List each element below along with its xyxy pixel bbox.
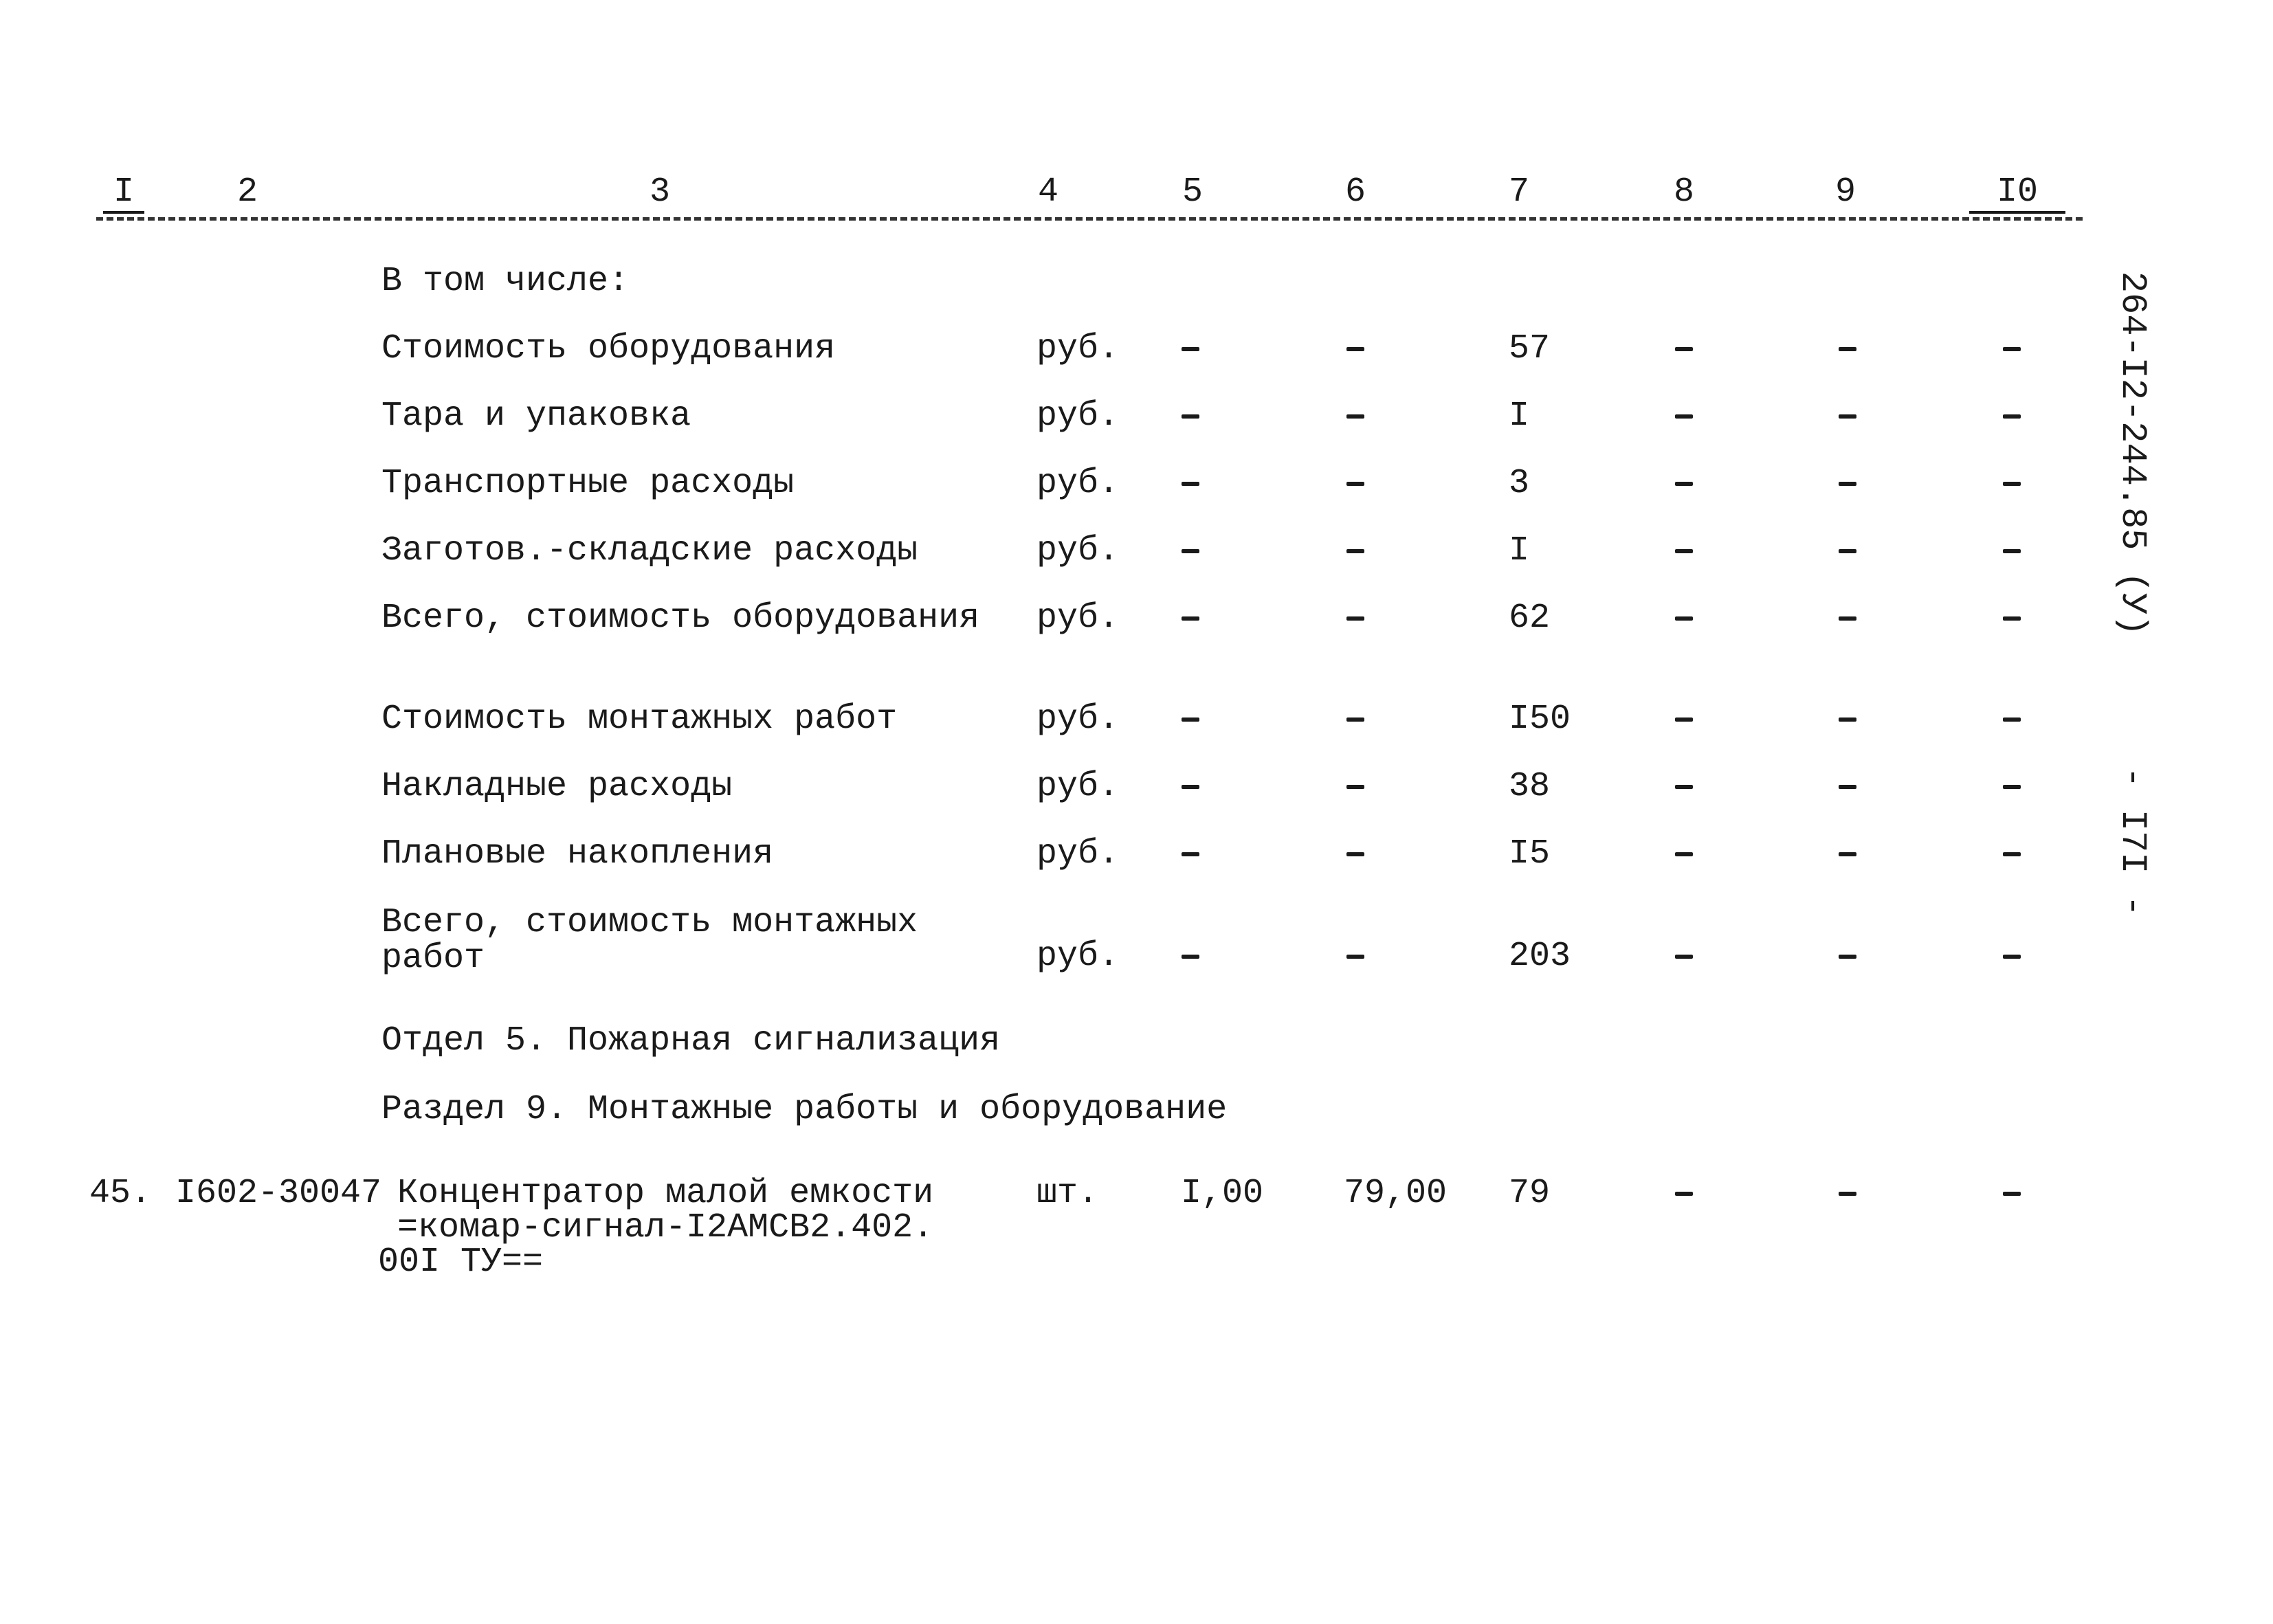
item-name-continued: 00I ТУ== [378,1243,544,1282]
empty-dash [2003,718,2021,722]
empty-dash [2003,482,2021,486]
empty-dash [1182,718,1199,722]
row-unit: руб. [1036,397,1120,436]
item-number: 45. [89,1174,152,1213]
column-number: 3 [649,173,670,212]
empty-dash [1839,616,1856,621]
empty-dash [1675,549,1693,553]
empty-dash [1675,347,1693,351]
subtotal-heading: В том числе: [381,262,630,301]
empty-dash [2003,852,2021,856]
row-name: Всего, стоимость оборудования [381,599,980,638]
row-unit: руб. [1036,464,1120,503]
empty-dash [2003,785,2021,789]
column-number: I0 [1969,175,2065,214]
empty-dash [1346,785,1364,789]
item-total: 79 [1509,1174,1551,1213]
empty-dash [1346,549,1364,553]
empty-dash [1839,347,1856,351]
row-value: 38 [1509,767,1551,806]
empty-dash [1182,482,1199,486]
empty-dash [1182,616,1199,621]
empty-dash [1839,852,1856,856]
row-name: Накладные расходы [381,767,733,806]
column-number: 8 [1673,173,1694,212]
empty-dash [1346,347,1364,351]
row-name: Стоимость оборудования [381,329,836,368]
document-code: 264-I2-244.85 (У) [2112,271,2153,636]
empty-dash [1346,955,1364,959]
item-unit: шт. [1036,1174,1099,1213]
row-unit: руб. [1036,834,1120,874]
row-name: Плановые накопления [381,834,774,874]
empty-dash [1675,852,1693,856]
row-value: 57 [1509,329,1551,368]
header-rule [96,217,2083,221]
row-name: Транспортные расходы [381,464,795,503]
column-number: 5 [1182,173,1203,212]
item-unit-price: 79,00 [1344,1174,1448,1213]
side-margin [2078,186,2186,917]
row-value: 203 [1509,937,1571,976]
row-unit: руб. [1036,700,1120,739]
department-heading: Отдел 5. Пожарная сигнализация [381,1021,1001,1060]
row-value: I [1509,397,1530,436]
row-name-continued: работ [381,939,485,978]
page-number: - I7I - [2112,766,2153,917]
column-number: 6 [1344,173,1366,212]
row-value: 62 [1509,599,1551,638]
empty-dash [1346,414,1364,419]
row-unit: руб. [1036,531,1120,570]
column-number: 7 [1508,173,1529,212]
empty-dash [2003,347,2021,351]
row-name: Заготов.-складские расходы [381,531,918,570]
empty-dash [1839,482,1856,486]
empty-dash [1675,482,1693,486]
empty-dash [2003,549,2021,553]
row-value: I5 [1509,834,1551,874]
empty-dash [2003,616,2021,621]
empty-dash [1182,955,1199,959]
row-value: I [1509,531,1530,570]
empty-dash [1839,549,1856,553]
empty-dash [1346,482,1364,486]
item-quantity: I,00 [1181,1174,1264,1213]
empty-dash [1182,852,1199,856]
empty-dash [1675,785,1693,789]
column-number: 9 [1834,173,1856,212]
empty-dash [1675,955,1693,959]
column-number: 4 [1037,173,1058,212]
row-unit: руб. [1036,329,1120,368]
empty-dash [1346,718,1364,722]
empty-dash [2003,414,2021,419]
empty-dash [1346,616,1364,621]
empty-dash [1675,414,1693,419]
row-value: I50 [1509,700,1571,739]
empty-dash [1346,852,1364,856]
empty-dash [1839,414,1856,419]
empty-dash [2003,955,2021,959]
empty-dash [1675,616,1693,621]
empty-dash [1182,785,1199,789]
empty-dash [1839,1192,1856,1196]
item-name: Концентратор малой емкости [397,1174,934,1213]
row-name: Всего, стоимость монтажных [381,903,918,942]
row-unit: руб. [1036,767,1120,806]
empty-dash [1675,1192,1693,1196]
empty-dash [1839,718,1856,722]
empty-dash [2003,1192,2021,1196]
row-value: 3 [1509,464,1530,503]
row-name: Стоимость монтажных работ [381,700,898,739]
empty-dash [1675,718,1693,722]
section-heading: Раздел 9. Монтажные работы и оборудование [381,1090,1228,1129]
empty-dash [1839,785,1856,789]
column-number: 2 [236,173,258,212]
item-code: I602-30047 [175,1174,382,1213]
empty-dash [1182,414,1199,419]
column-number: I [103,175,144,214]
row-name: Тара и упаковка [381,397,691,436]
empty-dash [1182,549,1199,553]
empty-dash [1839,955,1856,959]
item-name-continued: =комар-сигнал-I2АМСВ2.402. [397,1208,934,1247]
empty-dash [1182,347,1199,351]
row-unit: руб. [1036,937,1120,976]
row-unit: руб. [1036,599,1120,638]
